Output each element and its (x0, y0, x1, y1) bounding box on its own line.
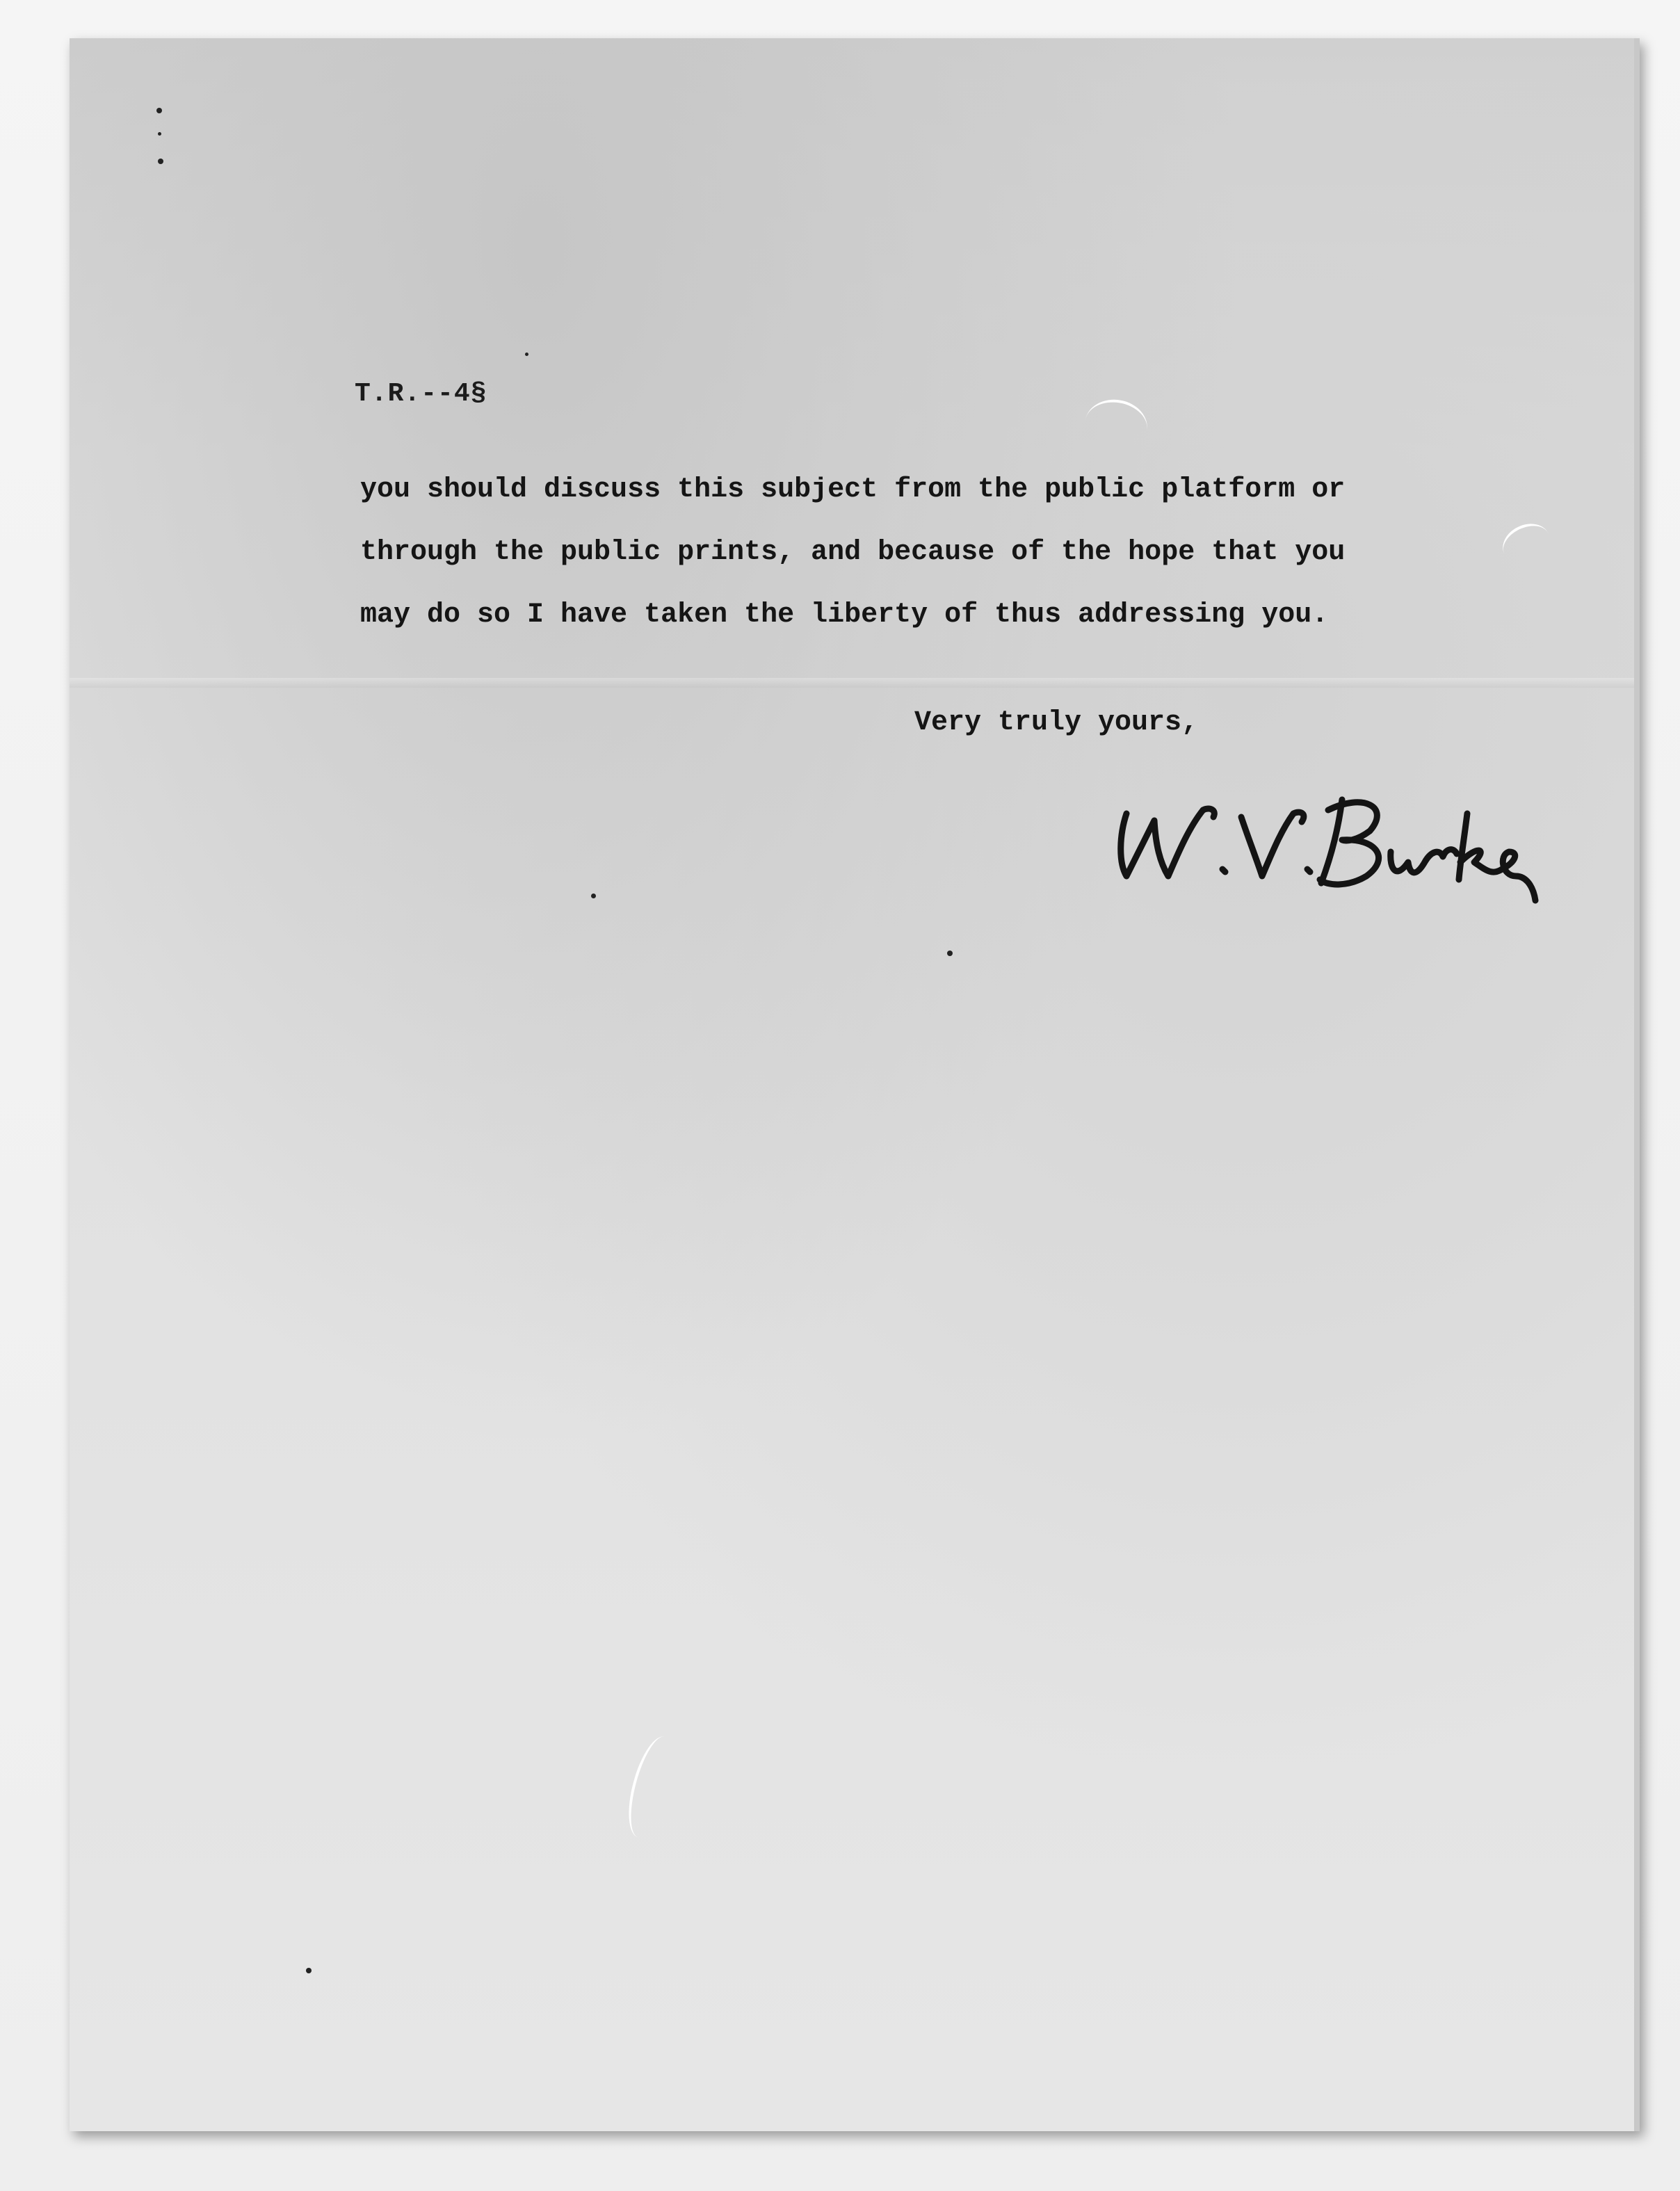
body-line: through the public prints, and because of the hope that you (360, 537, 1346, 568)
film-scratch (620, 1732, 684, 1843)
paper-fold (70, 678, 1634, 688)
body-line: you should discuss this subject from the public platform or (360, 474, 1346, 506)
letter-body (360, 459, 1508, 647)
ink-speck (591, 894, 596, 898)
signature-image (1099, 772, 1544, 925)
ink-speck (306, 1968, 312, 1973)
closing: Very truly yours, (914, 707, 1199, 738)
ink-speck (158, 132, 161, 136)
page-number: T.R.--4§ (355, 379, 487, 409)
film-scratch (1081, 395, 1151, 457)
ink-speck (156, 108, 162, 113)
letter-sheet (70, 38, 1640, 2131)
ink-speck (947, 951, 953, 956)
body-line: may do so I have taken the liberty of thus addressing you. (360, 599, 1329, 631)
ink-speck (525, 353, 528, 356)
ink-speck (158, 159, 163, 164)
